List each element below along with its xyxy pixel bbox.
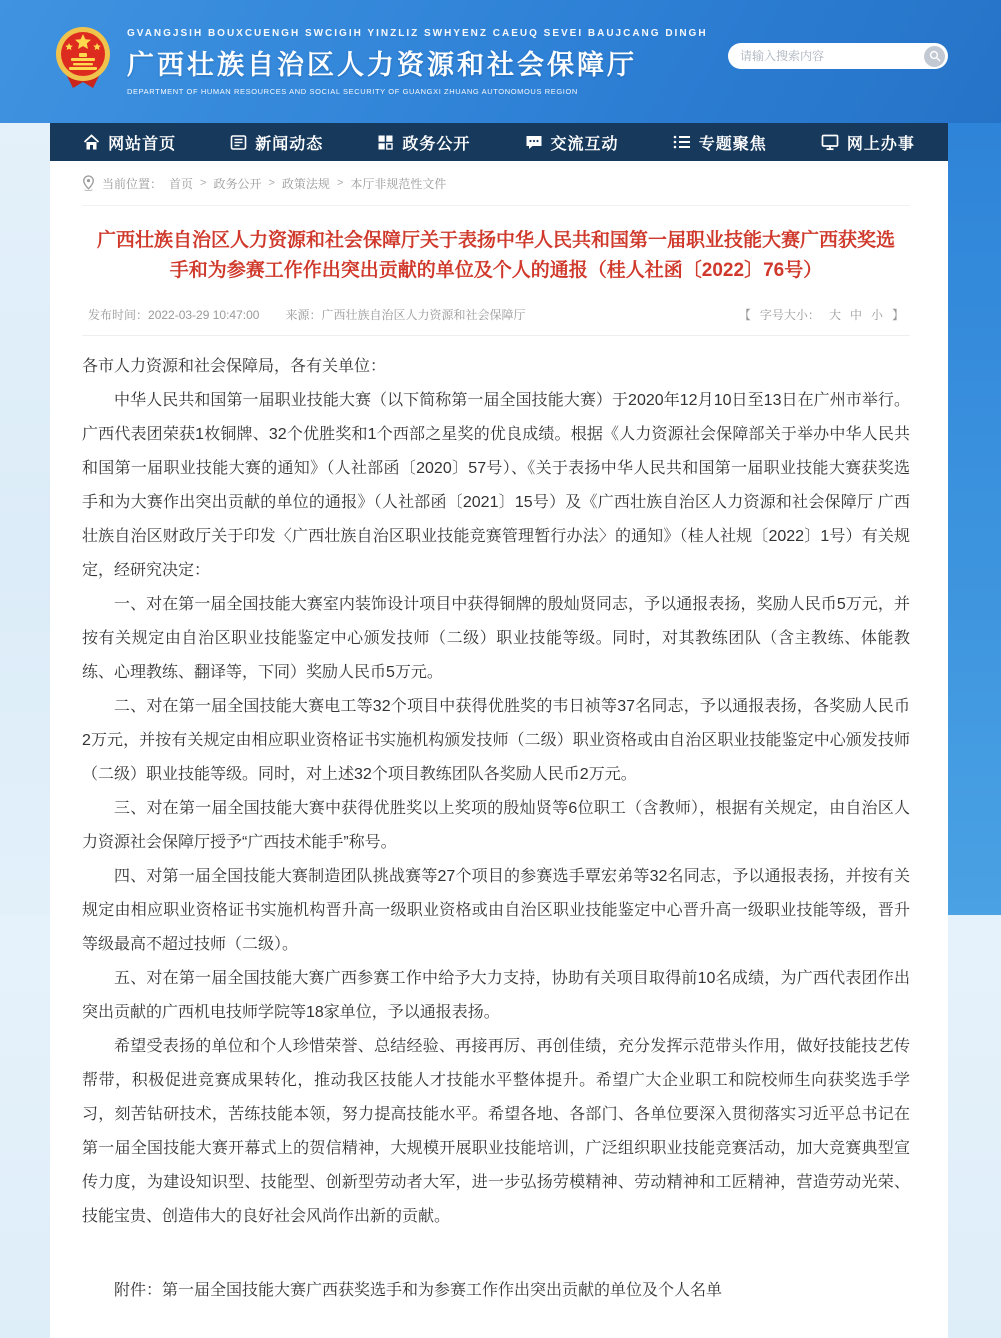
nav-item-label: 政务公开	[402, 135, 471, 153]
breadcrumb-separator: >	[268, 177, 275, 189]
breadcrumb-item-gov-info[interactable]: 政务公开	[213, 176, 262, 191]
site-search	[728, 43, 948, 69]
article-body	[82, 336, 910, 1308]
nav-item-interaction[interactable]	[525, 131, 619, 154]
fontsize-medium-button[interactable]: 中	[849, 308, 862, 322]
nav-item-special-topics[interactable]	[673, 131, 767, 154]
site-title: 广西壮族自治区人力资源和社会保障厅	[127, 49, 637, 80]
breadcrumb-separator: >	[200, 177, 207, 189]
nav-item-label: 专题聚焦	[698, 135, 767, 153]
fontsize-label: 字号大小：	[759, 308, 820, 322]
source-value: 广西壮族自治区人力资源和社会保障厅	[321, 308, 526, 322]
grid-icon	[377, 134, 394, 151]
national-emblem-icon	[53, 26, 113, 97]
nav-item-gov-info[interactable]	[377, 131, 470, 154]
paragraph-intro: 中华人民共和国第一届职业技能大赛（以下简称第一届全国技能大赛）于2020年12月10日至13日在广州市举行。广西代表团荣获1枚铜牌、32个优胜奖和1个西部之星奖的优良成绩。根据《人力资源社会保障部关于举办中华人民共和国第一届职业技能大赛的通知》（人社部函〔2020〕57号）、《关于表扬中华人民共和国第一届职业技能大赛获奖选手和为大赛作出突出贡献的单位的通报》（人社部函〔2021〕15号）及《广西壮族自治区人力资源和社会保障厅 广西壮族自治区财政厅关于印发〈广西壮族自治区职业技能竞赛管理暂行办法〉的通知》（桂人社规〔2022〕1号）有关规定，经研究决定：	[82, 392, 910, 579]
nav-item-label: 交流互动	[550, 135, 619, 153]
breadcrumb-prefix: 当前位置：	[102, 176, 163, 191]
article-title: 广西壮族自治区人力资源和社会保障厅关于表扬中华人民共和国第一届职业技能大赛广西获奖选手和为参赛工作作出突出贡献的单位及个人的通报（桂人社函〔2022〕76号）	[96, 230, 895, 281]
nav-item-label: 新闻动态	[255, 135, 324, 153]
paragraph-item-3: 三、对在第一届全国技能大赛中获得优胜奖以上奖项的殷灿贤等6位职工（含教师），根据有关规定，由自治区人力资源社会保障厅授予“广西技术能手”称号。	[82, 800, 910, 851]
paragraph-salutation: 各市人力资源和社会保障局，各有关单位：	[82, 358, 387, 375]
fontsize-bracket-close: 】	[891, 308, 904, 322]
fontsize-control	[739, 306, 904, 323]
nav-item-label: 网站首页	[108, 135, 177, 153]
fontsize-bracket-open: 【	[738, 308, 751, 322]
paragraph-item-4: 四、对第一届全国技能大赛制造团队挑战赛等27个项目的参赛选手覃宏弟等32名同志，予以通报表扬，并按有关规定由相应职业资格证书实施机构晋升高一级职业资格或由自治区职业技能鉴定中心晋升高一级职业技能等级，晋升等级最高不超过技师（二级）。	[82, 868, 910, 953]
list-icon	[673, 134, 691, 150]
paragraph-item-2: 二、对在第一届全国技能大赛电工等32个项目中获得优胜奖的韦日祯等37名同志，予以通报表扬，各奖励人民币2万元，并按有关规定由相应职业资格证书实施机构颁发技师（二级）职业资格或由自治区职业技能鉴定中心颁发技师（二级）职业技能等级。同时，对上述32个项目教练团队各奖励人民币2万元。	[82, 698, 910, 783]
chat-icon	[525, 134, 543, 151]
paragraph-item-1: 一、对在第一届全国技能大赛室内装饰设计项目中获得铜牌的殷灿贤同志，予以通报表扬，奖励人民币5万元，并按有关规定由自治区职业技能鉴定中心颁发技师（二级）职业技能等级。同时，对其教练团队（含主教练、体能教练、心理教练、翻译等，下同）奖励人民币5万元。	[82, 596, 910, 681]
site-title-english: DEPARTMENT OF HUMAN RESOURCES AND SOCIAL SECURITY OF GUANGXI ZHUANG AUTONOMOUS REGION	[127, 86, 578, 96]
nav-item-home[interactable]	[83, 131, 176, 154]
nav-item-online-services[interactable]	[821, 131, 915, 154]
paragraph-item-5: 五、对在第一届全国技能大赛广西参赛工作中给予大力支持，协助有关项目取得前10名成绩，为广西代表团作出突出贡献的广西机电技师学院等18家单位，予以通报表扬。	[82, 970, 910, 1021]
search-input[interactable]	[740, 49, 924, 63]
article-meta	[82, 300, 910, 336]
site-title-zhuang: GVANGJSIH BOUXCUENGH SWCIGIH YINZLIZ SWHYENZ CAEUQ SEVEI BAUJCANG DINGH	[127, 27, 708, 39]
home-icon	[83, 134, 100, 151]
main-navigation	[50, 123, 948, 161]
fontsize-large-button[interactable]: 大	[828, 308, 841, 322]
site-banner	[0, 0, 1001, 123]
nav-item-news[interactable]	[230, 131, 323, 154]
content-card	[50, 161, 948, 1338]
source-label: 来源：	[285, 308, 322, 322]
page-background-band	[948, 0, 1001, 915]
publish-time: 2022-03-29 10:47:00	[148, 307, 260, 322]
publish-time-label: 发布时间：	[88, 308, 149, 322]
breadcrumb-item-policies[interactable]: 政策法规	[281, 176, 330, 191]
breadcrumb-item-current[interactable]: 本厅非规范性文件	[350, 176, 447, 191]
fontsize-small-button[interactable]: 小	[870, 308, 883, 322]
paragraph-closing: 希望受表扬的单位和个人珍惜荣誉、总结经验、再接再厉、再创佳绩，充分发挥示范带头作用，做好技能技艺传帮带，积极促进竞赛成果转化，推动我区技能人才技能水平整体提升。希望广大企业职工和院校师生向获奖选手学习，刻苦钻研技术，苦练技能本领，努力提高技能水平。希望各地、各部门、各单位要深入贯彻落实习近平总书记在第一届全国技能大赛开幕式上的贺信精神，大规模开展职业技能培训，广泛组织职业技能竞赛活动，加大竞赛典型宣传力度，为建设知识型、技能型、创新型劳动者大军，进一步弘扬劳模精神、劳动精神和工匠精神，营造劳动光荣、技能宝贵、创造伟大的良好社会风尚作出新的贡献。	[82, 1038, 910, 1225]
location-pin-icon	[82, 175, 95, 191]
breadcrumb-separator: >	[336, 177, 344, 189]
search-icon	[929, 50, 941, 62]
attachment-link[interactable]: 附件：第一届全国技能大赛广西获奖选手和为参赛工作作出突出贡献的单位及个人名单	[114, 1282, 723, 1299]
nav-item-label: 网上办事	[846, 135, 915, 153]
monitor-icon	[821, 134, 839, 151]
news-icon	[230, 134, 247, 151]
breadcrumb-item-home[interactable]: 首页	[169, 176, 194, 191]
search-button[interactable]	[924, 46, 945, 67]
breadcrumb	[82, 161, 910, 206]
